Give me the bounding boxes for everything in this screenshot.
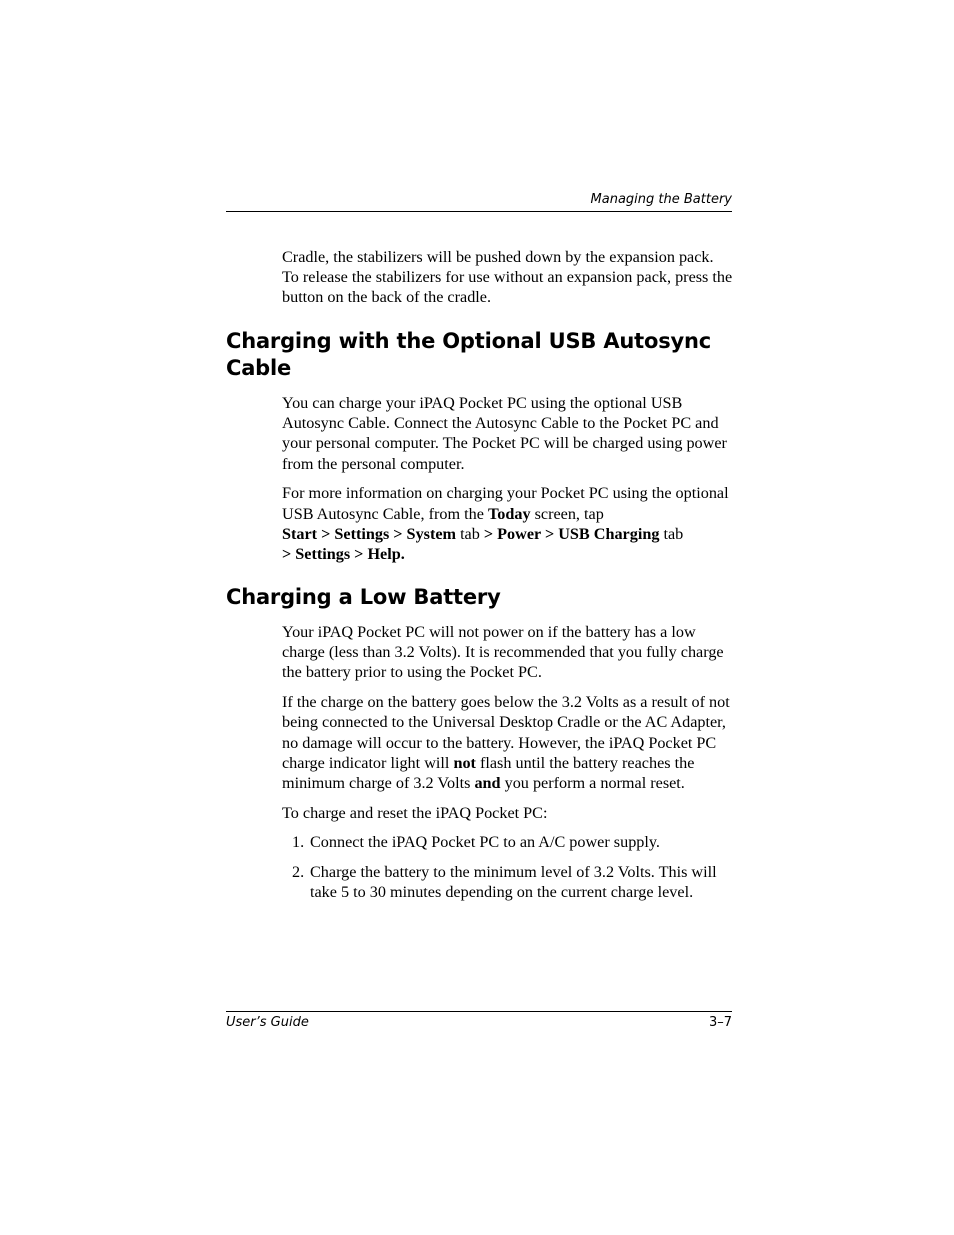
step-number: 1. xyxy=(292,833,305,852)
intro-paragraph: Cradle, the stabilizers will be pushed down by the expansion pack. To release the stabilizers for use without an expansion pack, press the button on the back of the cradle. xyxy=(282,248,733,307)
usb-p2-text-2: screen, tap xyxy=(530,504,604,523)
low-paragraph-1: Your iPAQ Pocket PC will not power on if the battery has a low charge (less than 3.2 Volts). It is recommended that you fully charge the battery prior to using the Pocket PC. xyxy=(282,623,724,682)
low-p2-text-1: If the charge on the battery goes below the 3.2 Volts as a result of not being connected to the Universal Desktop Cradle or the AC Adapter, no damage will occur to the battery. However, the iPAQ Pocket PC charge indicator light will xyxy=(282,693,730,772)
intro-block xyxy=(282,247,734,308)
step-text: Connect the iPAQ Pocket PC to an A/C power supply. xyxy=(310,833,660,852)
usb-p2-bold-path-1: Start > Settings > System xyxy=(282,524,457,543)
low-p2-bold-and: and xyxy=(474,773,501,792)
section-heading-usb xyxy=(226,328,746,382)
section-heading-low-battery: Charging a Low Battery xyxy=(226,585,501,609)
usb-p2-bold-path-3: > Settings > Help. xyxy=(282,544,405,563)
footer-rule xyxy=(226,1011,732,1012)
usb-p2-text-1: For more information on charging your Pocket PC using the optional USB Autosync Cable, from the xyxy=(282,484,729,523)
usb-p2-bold-today: Today xyxy=(487,504,531,523)
running-header: Managing the Battery xyxy=(590,192,732,207)
footer-page-number: 3–7 xyxy=(708,1015,732,1030)
low-p2-bold-not: not xyxy=(453,753,476,772)
usb-paragraph-2 xyxy=(282,483,734,564)
low-p2-text-2: flash until the battery reaches the minimum charge of 3.2 Volts xyxy=(282,753,695,792)
usb-p2-text-3: tab xyxy=(456,524,484,543)
steps-list xyxy=(282,832,734,902)
header-rule xyxy=(226,211,732,212)
low-paragraph-3: To charge and reset the iPAQ Pocket PC: xyxy=(282,803,548,822)
usb-p2-text-4: tab xyxy=(659,524,684,543)
low-battery-section-body xyxy=(282,622,734,902)
usb-p2-bold-path-2: > Power > USB Charging xyxy=(483,524,660,543)
list-item xyxy=(282,862,734,902)
step-text: Charge the battery to the minimum level of 3.2 Volts. This will take 5 to 30 minutes depending on the current charge level. xyxy=(310,863,717,902)
usb-paragraph-1: You can charge your iPAQ Pocket PC using the optional USB Autosync Cable. Connect the Autosync Cable to the Pocket PC and your personal computer. The Pocket PC will be charged using power from the personal computer. xyxy=(282,394,727,473)
section-heading-usb-line2: Cable xyxy=(226,356,292,380)
low-paragraph-2 xyxy=(282,692,734,793)
usb-section-body xyxy=(282,393,734,564)
step-number: 2. xyxy=(292,863,305,882)
list-item xyxy=(282,832,734,852)
footer-guide-title: User’s Guide xyxy=(226,1015,309,1030)
low-p2-text-3: you perform a normal reset. xyxy=(500,773,685,792)
section-heading-usb-line1: Charging with the Optional USB Autosync xyxy=(226,329,711,353)
